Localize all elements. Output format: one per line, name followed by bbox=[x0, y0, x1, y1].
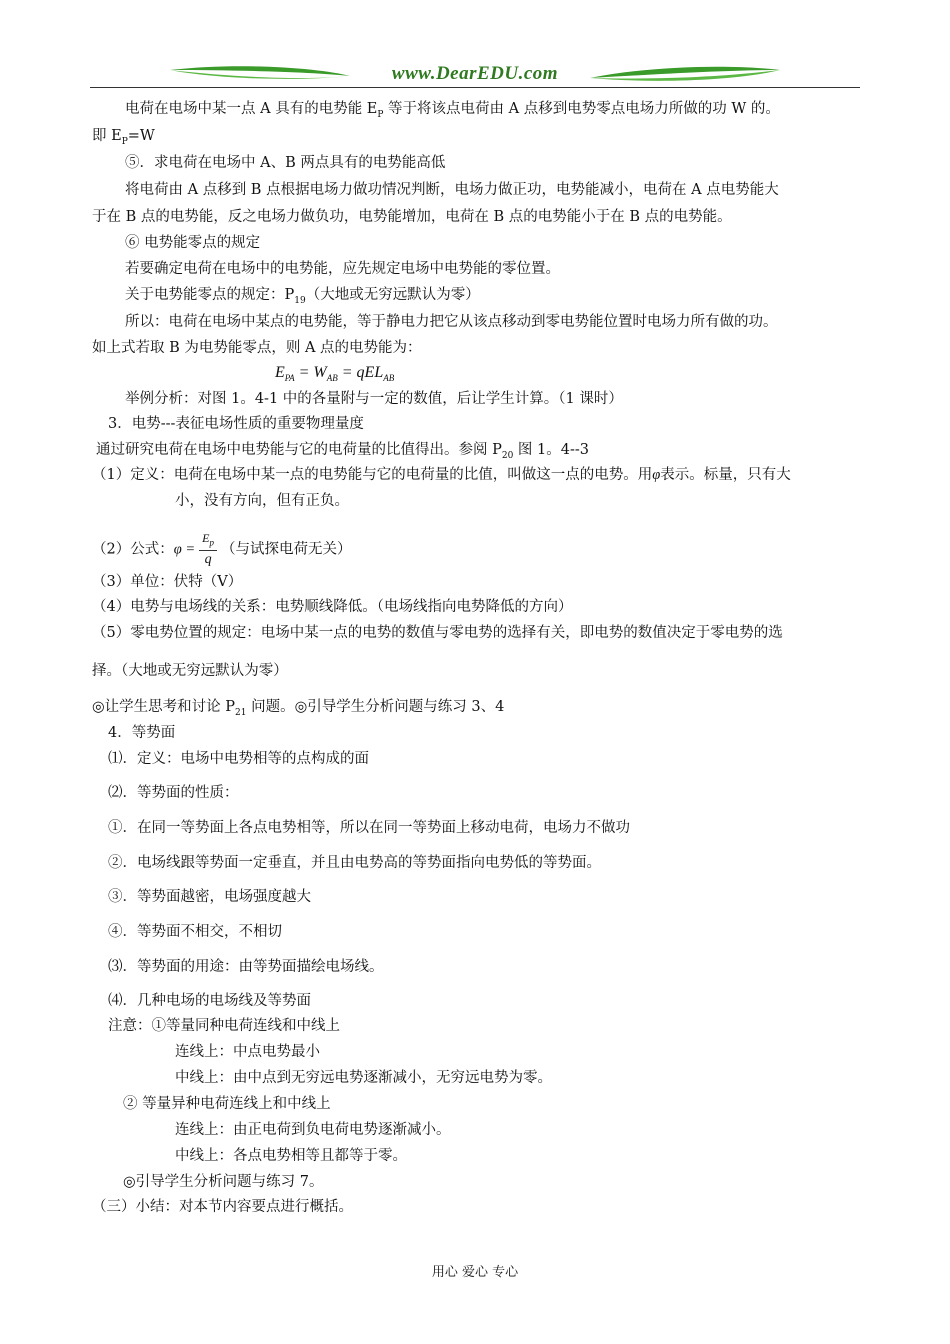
paragraph-line: 小，没有方向，但有正负。 bbox=[175, 493, 349, 509]
paragraph-line: 举例分析：对图 1。4-1 中的各量附与一定的数值，后让学生计算。（1 课时） bbox=[125, 391, 623, 407]
paragraph-line: ②．电场线跟等势面一定垂直，并且由电势高的等势面指向电势低的等势面。 bbox=[108, 855, 601, 871]
paragraph-line: （3）单位：伏特（V） bbox=[92, 574, 243, 590]
paragraph-line: 即 $E_P=W$ bbox=[92, 128, 155, 147]
paragraph-line: 如上式若取 B 为电势能零点，则 A 点的电势能为： bbox=[92, 340, 422, 356]
paragraph-line: 于在 B 点的电势能，反之电场力做负功，电势能增加，电荷在 B 点的电势能小于在 B 点的电势能。 bbox=[92, 209, 732, 225]
paragraph-line: 若要确定电荷在电场中的电势能，应先规定电场中电势能的零位置。 bbox=[125, 261, 560, 277]
paragraph-line: ⑵．等势面的性质： bbox=[108, 785, 239, 801]
section-heading: 3．电势---表征电场性质的重要物理量度 bbox=[108, 416, 364, 432]
potential-fraction: $\frac{E_p}{q}$ bbox=[199, 530, 217, 569]
paragraph-line: （三）小结：对本节内容要点进行概括。 bbox=[92, 1199, 353, 1215]
paragraph-line: ⑷．几种电场的电场线及等势面 bbox=[108, 993, 311, 1009]
paragraph-line: ⑥ 电势能零点的规定 bbox=[125, 235, 261, 251]
paragraph-line: 所以：电荷在电场中某点的电势能，等于静电力把它从该点移动到零电势能位置时电场力所有做的功。 bbox=[125, 314, 778, 330]
paragraph-line: 中线上：各点电势相等且都等于零。 bbox=[175, 1148, 407, 1164]
paragraph-line: 择。（大地或无穷远默认为零） bbox=[92, 663, 288, 679]
header-divider bbox=[90, 87, 860, 88]
page-footer: 用心 爱心 专心 bbox=[431, 1265, 519, 1280]
paragraph-line: ⑴．定义：电场中电势相等的点构成的面 bbox=[108, 751, 369, 767]
paragraph-line: ◎让学生思考和讨论 $P_{21}$ 问题。◎引导学生分析问题与练习 3、4 bbox=[92, 699, 505, 718]
paragraph-line: ② 等量异种电荷连线上和中线上 bbox=[123, 1096, 331, 1112]
paragraph-line: ④．等势面不相交，不相切 bbox=[108, 924, 282, 940]
paragraph-line: ⑤．求电荷在电场中 A、B 两点具有的电势能高低 bbox=[125, 155, 446, 171]
paragraph-line: （1）定义：电荷在电场中某一点的电势能与它的电荷量的比值，叫做这一点的电势。用φ表示。标量，只有大 bbox=[92, 467, 791, 483]
paragraph-line: 连线上：由正电荷到负电荷电势逐渐减小。 bbox=[175, 1122, 451, 1138]
potential-energy-equation: $E_{PA} = W_{AB} = qEL_{AB}$ bbox=[275, 364, 395, 384]
paragraph-line: 电荷在电场中某一点 A 具有的电势能 $E_P$ 等于将该点电荷由 A 点移到电势零点电场力所做的功 W 的。 bbox=[125, 101, 780, 120]
paragraph-line: 中线上：由中点到无穷远电势逐渐减小，无穷远电势为零。 bbox=[175, 1070, 552, 1086]
paragraph-line: 关于电势能零点的规定：$P_{19}$（大地或无穷远默认为零） bbox=[125, 287, 480, 306]
paragraph-line: 将电荷由 A 点移到 B 点根据电场力做功情况判断，电场力做正功，电势能减小，电荷在 A 点电势能大 bbox=[125, 182, 779, 198]
formula-line: （2）公式：φ = $\frac{E_p}{q}$ （与试探电荷无关） bbox=[92, 531, 352, 568]
paragraph-line: ③．等势面越密，电场强度越大 bbox=[108, 889, 311, 905]
paragraph-line: 连线上：中点电势最小 bbox=[175, 1044, 320, 1060]
paragraph-line: ◎引导学生分析问题与练习 7。 bbox=[123, 1174, 324, 1190]
paragraph-line: 通过研究电荷在电场中电势能与它的电荷量的比值得出。参阅 $P_{20}$ 图 1。4--3 bbox=[96, 442, 590, 461]
paragraph-line: ①．在同一等势面上各点电势相等，所以在同一等势面上移动电荷，电场力不做功 bbox=[108, 820, 630, 836]
site-logo[interactable]: www.DearEDU.com bbox=[391, 63, 559, 84]
paragraph-line: ⑶．等势面的用途：由等势面描绘电场线。 bbox=[108, 959, 384, 975]
paragraph-line: （5）零电势位置的规定：电场中某一点的电势的数值与零电势的选择有关，即电势的数值决定于零电势的选 bbox=[92, 625, 783, 641]
paragraph-line: （4）电势与电场线的关系：电势顺线降低。（电场线指向电势降低的方向） bbox=[92, 599, 573, 615]
paragraph-line: 注意：①等量同种电荷连线和中线上 bbox=[108, 1018, 340, 1034]
section-heading: 4．等势面 bbox=[108, 725, 176, 741]
